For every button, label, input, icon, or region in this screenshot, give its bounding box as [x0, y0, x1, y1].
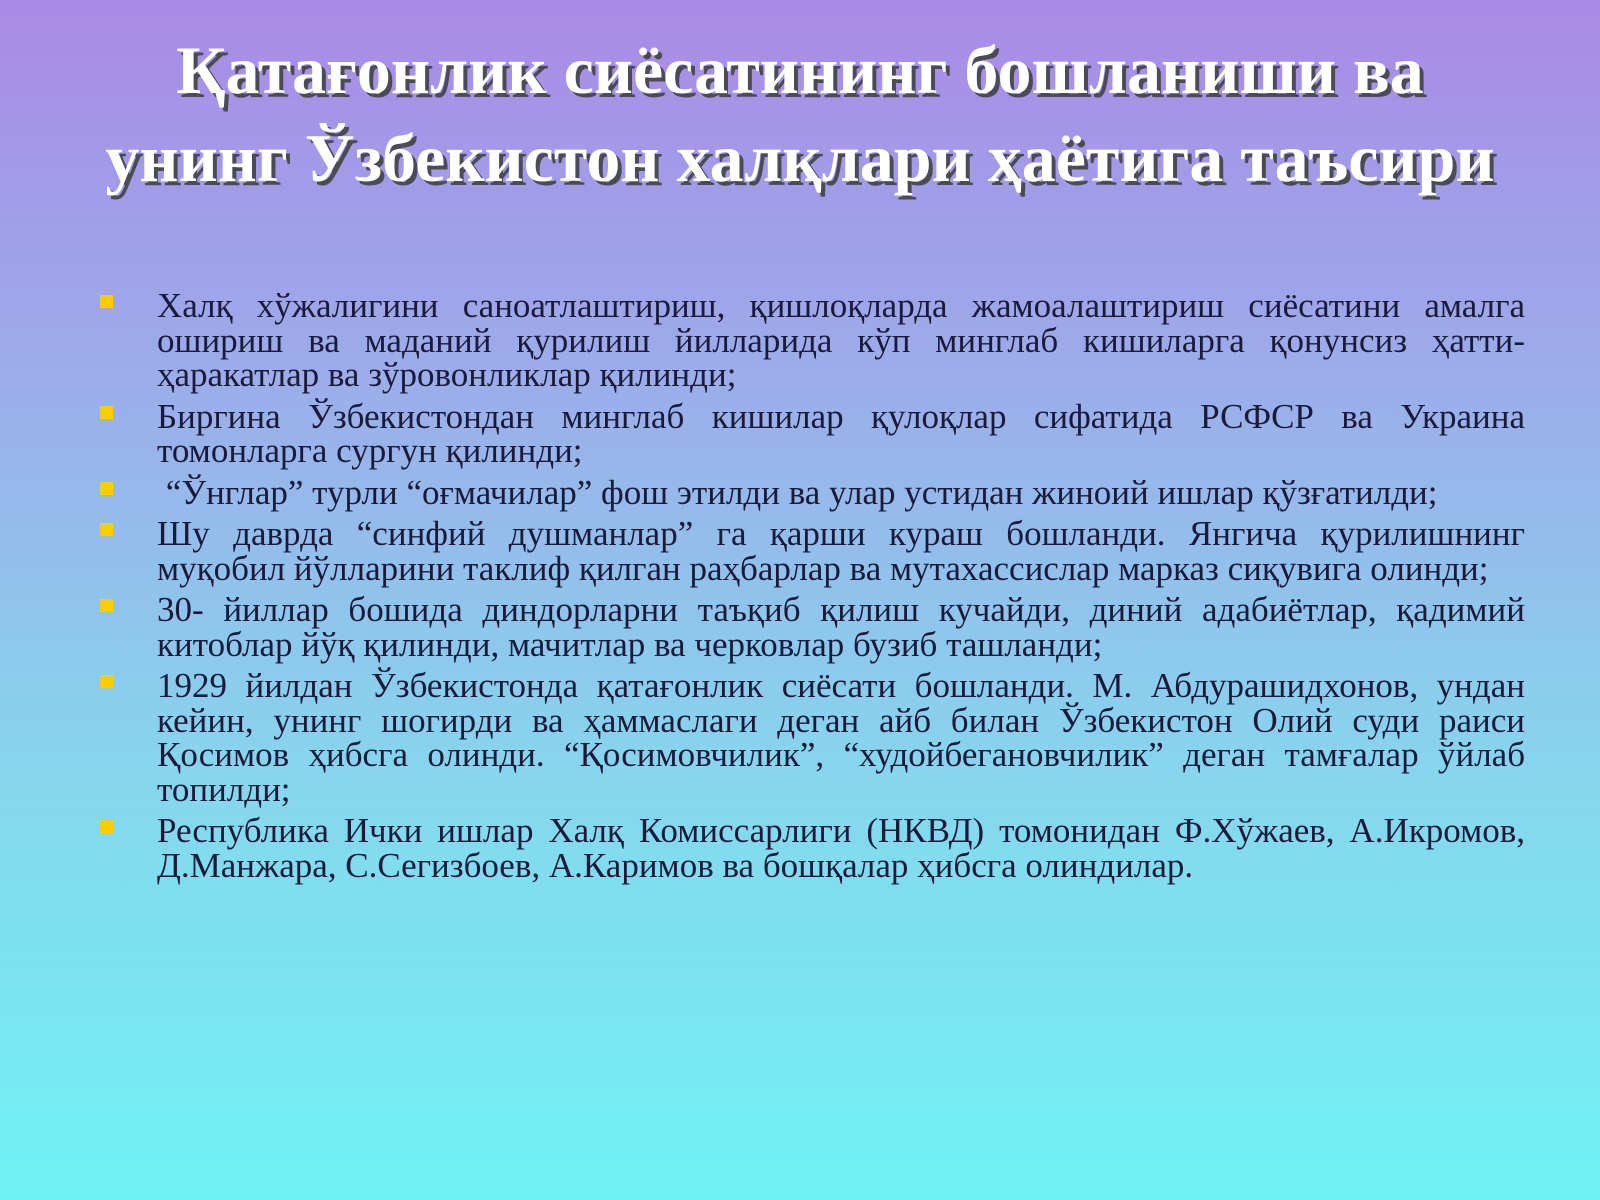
bullet-text: “Ўнглар” турли “оғмачилар” фош этилди ва улар устидан жиноий ишлар қўзғатилди; — [157, 472, 1438, 512]
bullet-item — [95, 590, 1525, 664]
bullet-text: Биргина Ўзбекистондан минглаб кишилар қулоқлар сифатида РСФСР ва Украина томонларга сургун қилинди; — [157, 396, 1525, 470]
square-bullet-icon — [100, 406, 113, 419]
bullet-item — [95, 472, 1525, 512]
bullet-item — [95, 396, 1525, 470]
square-bullet-icon — [100, 295, 113, 308]
bullet-item — [95, 666, 1525, 809]
bullet-text: 1929 йилдан Ўзбекистонда қатағонлик сиёсати бошланди. М. Абдурашидхонов, ундан кейин, унинг шогирди ва ҳаммаслаги деган айб билан Ўзбекистон Олий суди раиси Қосимов ҳибсга олинди. “Қосимовчилик”, “худойбегановчилик” деган тамғалар ўйлаб топилди; — [157, 666, 1525, 809]
square-bullet-icon — [100, 482, 113, 495]
square-bullet-icon — [100, 523, 113, 536]
bullet-text: Халқ хўжалигини саноатлаштириш, қишлоқларда жамоалаштириш сиёсатини амалга ошириш ва маданий қурилиш йилларида кўп минглаб кишиларга қонунсиз ҳатти-ҳаракатлар ва зўровонликлар қилинди; — [157, 286, 1525, 394]
bullet-text: 30- йиллар бошида диндорларни таъқиб қилиш кучайди, диний адабиётлар, қадимий китоблар йўқ қилинди, мачитлар ва черковлар бузиб ташланди; — [157, 590, 1525, 664]
bullet-item — [95, 514, 1525, 588]
square-bullet-icon — [100, 820, 113, 833]
bullet-text: Шу даврда “синфий душманлар” га қарши кураш бошланди. Янгича қурилишнинг муқобил йўлларини таклиф қилган раҳбарлар ва мутахассислар марказ сиқувига олинди; — [157, 514, 1525, 588]
bullet-item — [95, 286, 1525, 394]
slide-title: Қатағонлик сиёсатининг бошланиши ва унинг Ўзбекистон халқлари ҳаётига таъсири — [105, 32, 1495, 196]
bullet-item — [95, 811, 1525, 885]
bullet-list — [95, 286, 1525, 890]
square-bullet-icon — [100, 675, 113, 688]
bullet-text: Республика Ички ишлар Халқ Комиссарлиги (НКВД) томонидан Ф.Хўжаев, А.Икромов, Д.Манжара, С.Сегизбоев, А.Каримов ва бошқалар ҳибсга олиндилар. — [157, 811, 1525, 885]
square-bullet-icon — [100, 599, 113, 612]
